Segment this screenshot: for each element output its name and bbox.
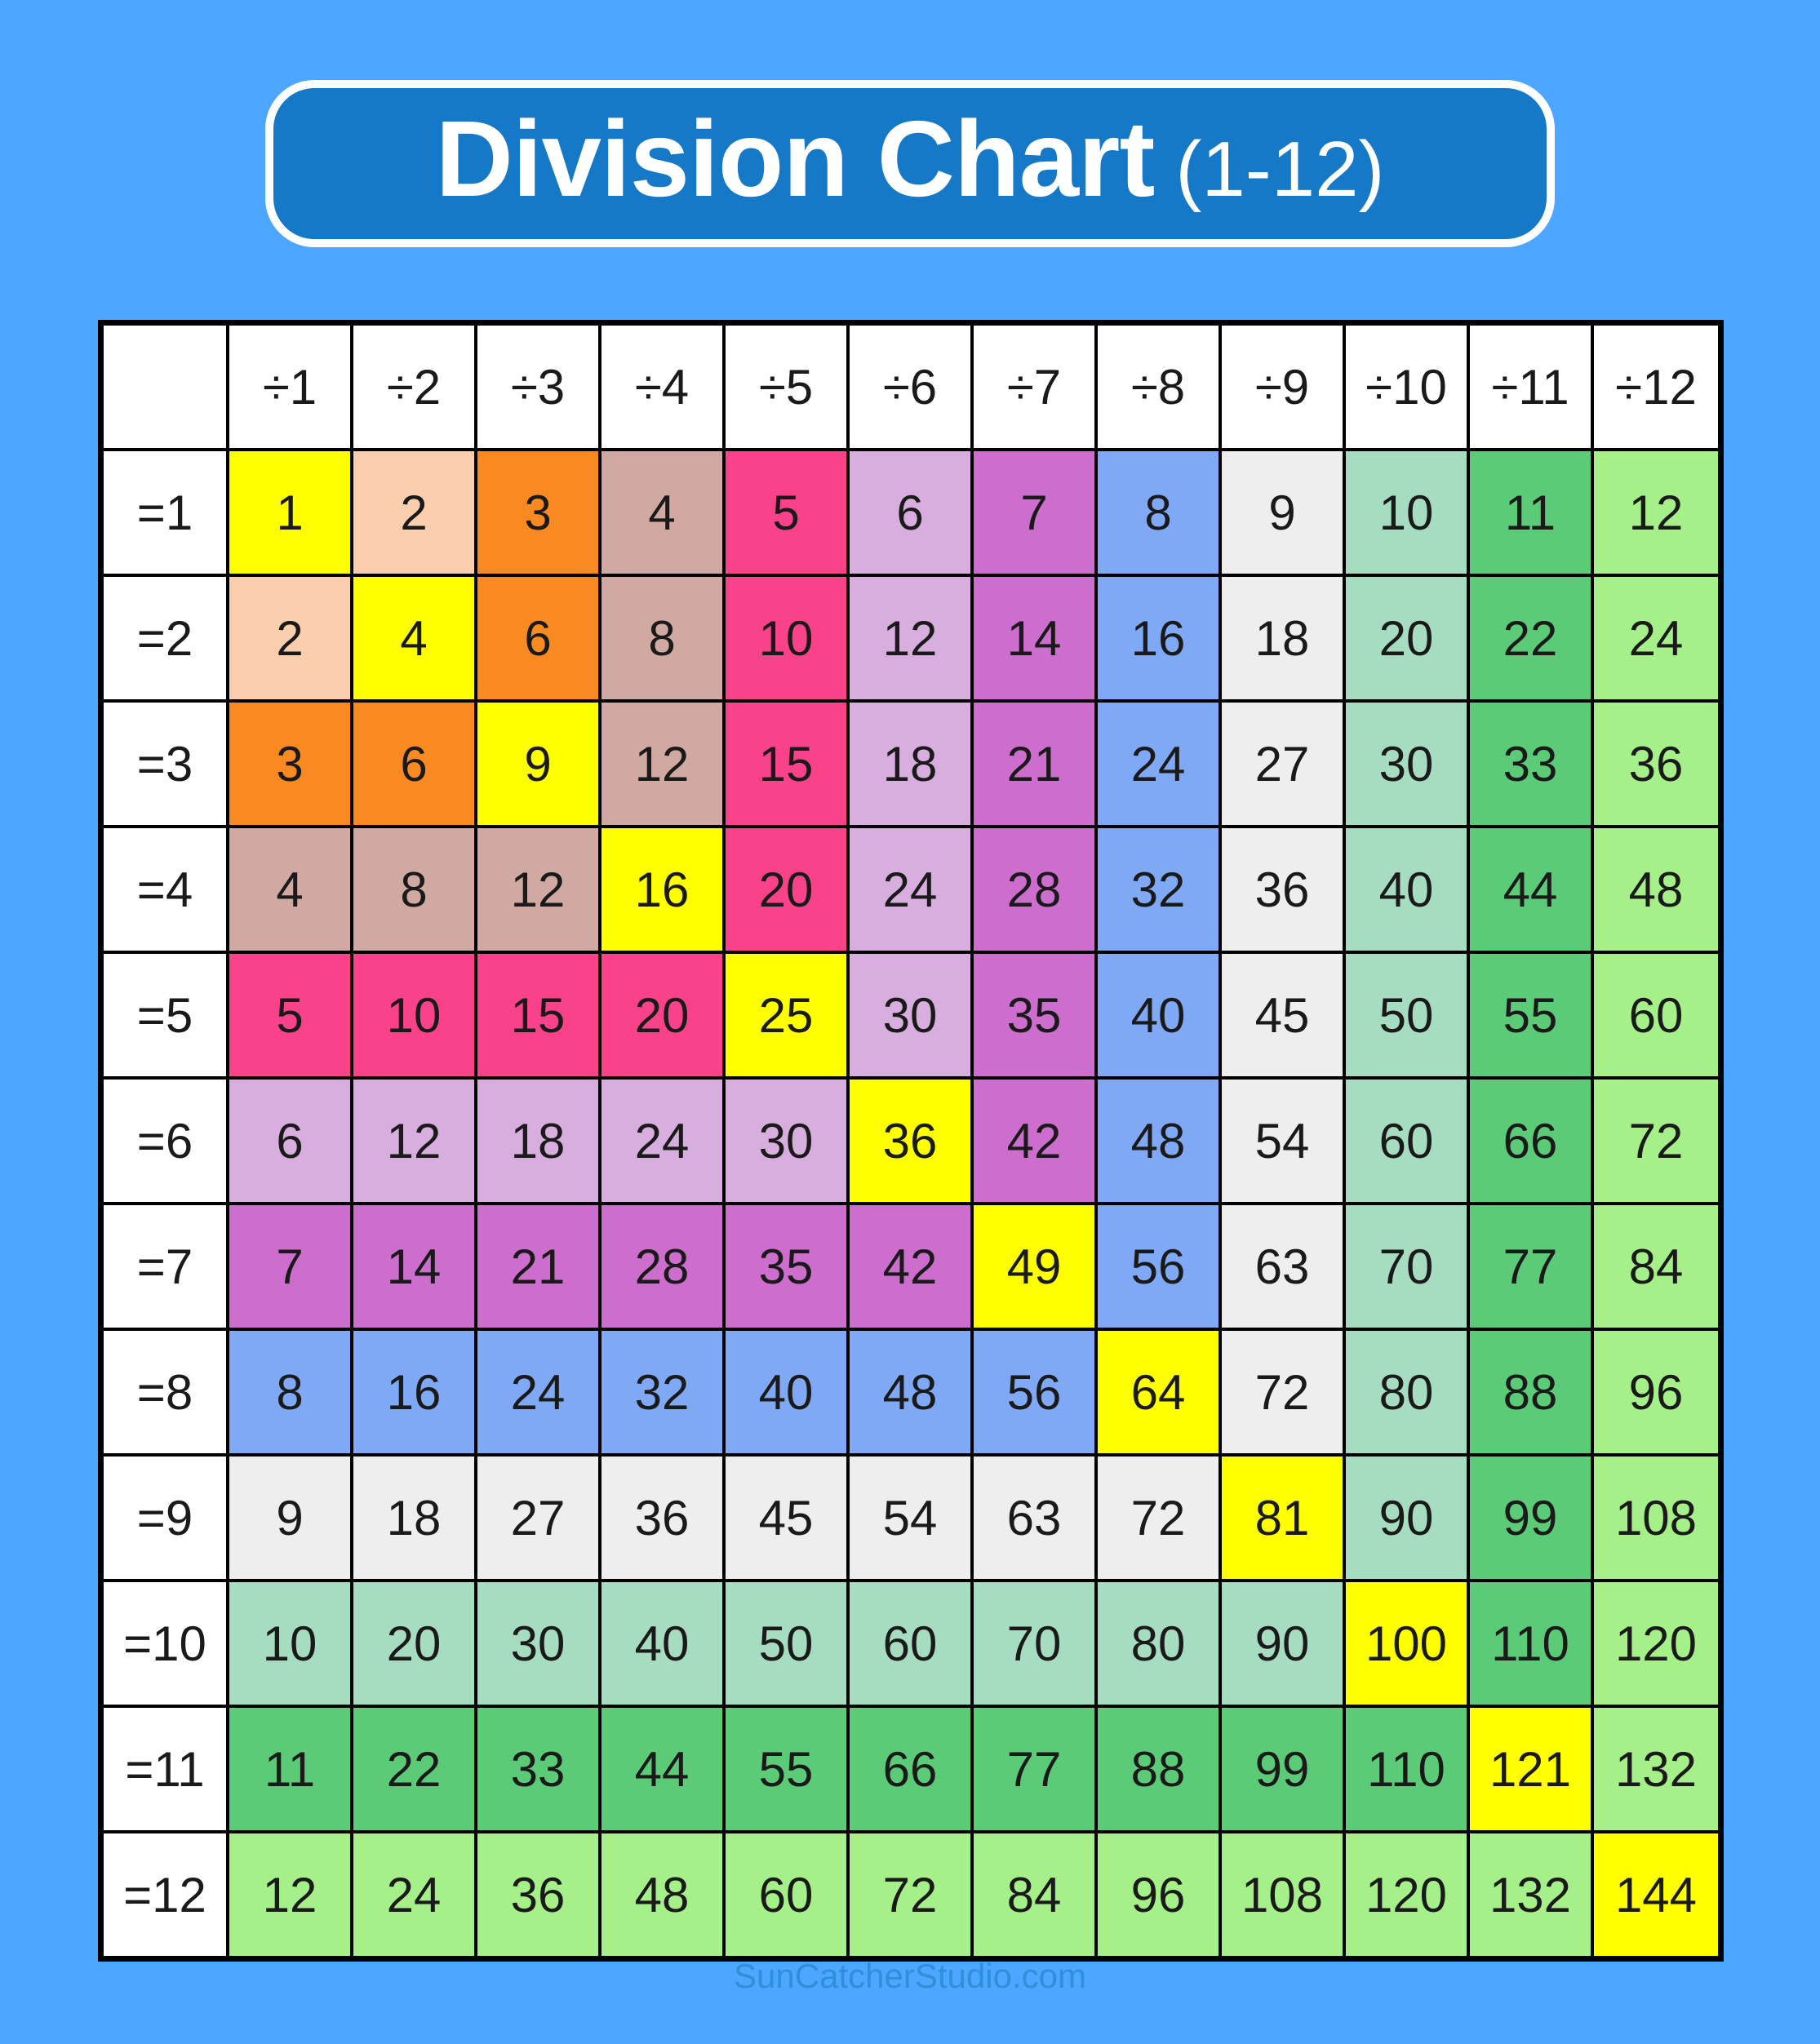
cell-r4-c6: 24 bbox=[850, 828, 974, 954]
header-row bbox=[104, 326, 1718, 451]
cell-r1-c5: 5 bbox=[726, 451, 850, 577]
cell-r9-c2: 18 bbox=[353, 1457, 477, 1582]
cell-r10-c8: 80 bbox=[1098, 1582, 1222, 1708]
cell-r6-c7: 42 bbox=[974, 1080, 1098, 1205]
cell-r11-c4: 44 bbox=[601, 1708, 726, 1833]
cell-r2-c9: 18 bbox=[1222, 577, 1346, 703]
cell-r1-c10: 10 bbox=[1346, 451, 1470, 577]
cell-r9-c9: 81 bbox=[1222, 1457, 1346, 1582]
row-header-eq-7: =7 bbox=[104, 1205, 229, 1331]
cell-r4-c11: 44 bbox=[1470, 828, 1594, 954]
table-row bbox=[104, 703, 1718, 828]
cell-r12-c12: 144 bbox=[1594, 1833, 1718, 1956]
table-row bbox=[104, 1833, 1718, 1956]
cell-r3-c10: 30 bbox=[1346, 703, 1470, 828]
cell-r2-c6: 12 bbox=[850, 577, 974, 703]
cell-r9-c11: 99 bbox=[1470, 1457, 1594, 1582]
table-row bbox=[104, 1080, 1718, 1205]
cell-r10-c7: 70 bbox=[974, 1582, 1098, 1708]
cell-r12-c10: 120 bbox=[1346, 1833, 1470, 1956]
column-header-div-11: ÷11 bbox=[1470, 326, 1594, 451]
cell-r1-c3: 3 bbox=[477, 451, 601, 577]
cell-r12-c6: 72 bbox=[850, 1833, 974, 1956]
cell-r11-c3: 33 bbox=[477, 1708, 601, 1833]
cell-r5-c7: 35 bbox=[974, 954, 1098, 1080]
cell-r3-c1: 3 bbox=[229, 703, 353, 828]
cell-r10-c11: 110 bbox=[1470, 1582, 1594, 1708]
cell-r6-c6: 36 bbox=[850, 1080, 974, 1205]
cell-r9-c4: 36 bbox=[601, 1457, 726, 1582]
cell-r6-c9: 54 bbox=[1222, 1080, 1346, 1205]
cell-r1-c6: 6 bbox=[850, 451, 974, 577]
cell-r5-c3: 15 bbox=[477, 954, 601, 1080]
row-header-eq-2: =2 bbox=[104, 577, 229, 703]
column-header-div-10: ÷10 bbox=[1346, 326, 1470, 451]
cell-r6-c11: 66 bbox=[1470, 1080, 1594, 1205]
division-table-container bbox=[98, 320, 1724, 1962]
cell-r7-c8: 56 bbox=[1098, 1205, 1222, 1331]
cell-r12-c7: 84 bbox=[974, 1833, 1098, 1956]
cell-r11-c5: 55 bbox=[726, 1708, 850, 1833]
cell-r12-c3: 36 bbox=[477, 1833, 601, 1956]
cell-r3-c8: 24 bbox=[1098, 703, 1222, 828]
cell-r2-c11: 22 bbox=[1470, 577, 1594, 703]
cell-r5-c8: 40 bbox=[1098, 954, 1222, 1080]
cell-r10-c2: 20 bbox=[353, 1582, 477, 1708]
cell-r8-c2: 16 bbox=[353, 1331, 477, 1457]
cell-r11-c11: 121 bbox=[1470, 1708, 1594, 1833]
row-header-eq-8: =8 bbox=[104, 1331, 229, 1457]
cell-r9-c6: 54 bbox=[850, 1457, 974, 1582]
footer-credit: SunCatcherStudio.com bbox=[734, 1957, 1086, 1995]
cell-r7-c2: 14 bbox=[353, 1205, 477, 1331]
table-head bbox=[104, 326, 1718, 451]
cell-r4-c8: 32 bbox=[1098, 828, 1222, 954]
row-header-eq-3: =3 bbox=[104, 703, 229, 828]
cell-r2-c5: 10 bbox=[726, 577, 850, 703]
cell-r7-c7: 49 bbox=[974, 1205, 1098, 1331]
cell-r4-c1: 4 bbox=[229, 828, 353, 954]
cell-r10-c3: 30 bbox=[477, 1582, 601, 1708]
cell-r12-c2: 24 bbox=[353, 1833, 477, 1956]
cell-r12-c5: 60 bbox=[726, 1833, 850, 1956]
table-body bbox=[104, 451, 1718, 1956]
cell-r9-c7: 63 bbox=[974, 1457, 1098, 1582]
cell-r3-c9: 27 bbox=[1222, 703, 1346, 828]
cell-r2-c7: 14 bbox=[974, 577, 1098, 703]
cell-r7-c5: 35 bbox=[726, 1205, 850, 1331]
cell-r8-c9: 72 bbox=[1222, 1331, 1346, 1457]
cell-r5-c4: 20 bbox=[601, 954, 726, 1080]
cell-r1-c11: 11 bbox=[1470, 451, 1594, 577]
column-header-div-6: ÷6 bbox=[850, 326, 974, 451]
cell-r3-c7: 21 bbox=[974, 703, 1098, 828]
cell-r5-c1: 5 bbox=[229, 954, 353, 1080]
column-header-div-4: ÷4 bbox=[601, 326, 726, 451]
cell-r10-c4: 40 bbox=[601, 1582, 726, 1708]
cell-r10-c1: 10 bbox=[229, 1582, 353, 1708]
cell-r5-c11: 55 bbox=[1470, 954, 1594, 1080]
table-row bbox=[104, 577, 1718, 703]
column-header-div-5: ÷5 bbox=[726, 326, 850, 451]
cell-r7-c12: 84 bbox=[1594, 1205, 1718, 1331]
cell-r3-c11: 33 bbox=[1470, 703, 1594, 828]
cell-r11-c1: 11 bbox=[229, 1708, 353, 1833]
cell-r7-c4: 28 bbox=[601, 1205, 726, 1331]
column-header-div-12: ÷12 bbox=[1594, 326, 1718, 451]
table-row bbox=[104, 1457, 1718, 1582]
cell-r7-c9: 63 bbox=[1222, 1205, 1346, 1331]
division-table bbox=[98, 320, 1724, 1962]
cell-r2-c12: 24 bbox=[1594, 577, 1718, 703]
cell-r5-c5: 25 bbox=[726, 954, 850, 1080]
cell-r11-c2: 22 bbox=[353, 1708, 477, 1833]
row-header-eq-10: =10 bbox=[104, 1582, 229, 1708]
cell-r2-c2: 4 bbox=[353, 577, 477, 703]
cell-r1-c4: 4 bbox=[601, 451, 726, 577]
cell-r3-c2: 6 bbox=[353, 703, 477, 828]
row-header-eq-11: =11 bbox=[104, 1708, 229, 1833]
table-row bbox=[104, 1205, 1718, 1331]
cell-r4-c5: 20 bbox=[726, 828, 850, 954]
cell-r4-c3: 12 bbox=[477, 828, 601, 954]
cell-r4-c4: 16 bbox=[601, 828, 726, 954]
cell-r6-c1: 6 bbox=[229, 1080, 353, 1205]
cell-r7-c3: 21 bbox=[477, 1205, 601, 1331]
cell-r12-c11: 132 bbox=[1470, 1833, 1594, 1956]
cell-r8-c3: 24 bbox=[477, 1331, 601, 1457]
cell-r8-c7: 56 bbox=[974, 1331, 1098, 1457]
cell-r6-c3: 18 bbox=[477, 1080, 601, 1205]
cell-r5-c6: 30 bbox=[850, 954, 974, 1080]
cell-r1-c8: 8 bbox=[1098, 451, 1222, 577]
cell-r7-c11: 77 bbox=[1470, 1205, 1594, 1331]
cell-r2-c8: 16 bbox=[1098, 577, 1222, 703]
cell-r8-c5: 40 bbox=[726, 1331, 850, 1457]
cell-r9-c1: 9 bbox=[229, 1457, 353, 1582]
column-header-div-7: ÷7 bbox=[974, 326, 1098, 451]
column-header-div-1: ÷1 bbox=[229, 326, 353, 451]
cell-r12-c9: 108 bbox=[1222, 1833, 1346, 1956]
cell-r11-c9: 99 bbox=[1222, 1708, 1346, 1833]
title-banner bbox=[0, 80, 1820, 247]
cell-r10-c10: 100 bbox=[1346, 1582, 1470, 1708]
cell-r1-c1: 1 bbox=[229, 451, 353, 577]
cell-r3-c5: 15 bbox=[726, 703, 850, 828]
row-header-eq-12: =12 bbox=[104, 1833, 229, 1956]
cell-r3-c12: 36 bbox=[1594, 703, 1718, 828]
cell-r10-c12: 120 bbox=[1594, 1582, 1718, 1708]
row-header-eq-5: =5 bbox=[104, 954, 229, 1080]
cell-r1-c2: 2 bbox=[353, 451, 477, 577]
cell-r10-c9: 90 bbox=[1222, 1582, 1346, 1708]
cell-r4-c7: 28 bbox=[974, 828, 1098, 954]
cell-r10-c5: 50 bbox=[726, 1582, 850, 1708]
cell-r9-c12: 108 bbox=[1594, 1457, 1718, 1582]
cell-r9-c5: 45 bbox=[726, 1457, 850, 1582]
column-header-div-9: ÷9 bbox=[1222, 326, 1346, 451]
cell-r4-c2: 8 bbox=[353, 828, 477, 954]
cell-r9-c3: 27 bbox=[477, 1457, 601, 1582]
cell-r11-c10: 110 bbox=[1346, 1708, 1470, 1833]
cell-r6-c10: 60 bbox=[1346, 1080, 1470, 1205]
cell-r8-c8: 64 bbox=[1098, 1331, 1222, 1457]
cell-r5-c10: 50 bbox=[1346, 954, 1470, 1080]
cell-r8-c12: 96 bbox=[1594, 1331, 1718, 1457]
cell-r11-c12: 132 bbox=[1594, 1708, 1718, 1833]
cell-r9-c10: 90 bbox=[1346, 1457, 1470, 1582]
cell-r2-c3: 6 bbox=[477, 577, 601, 703]
cell-r3-c4: 12 bbox=[601, 703, 726, 828]
title-pill bbox=[265, 80, 1555, 247]
cell-r11-c8: 88 bbox=[1098, 1708, 1222, 1833]
table-row bbox=[104, 451, 1718, 577]
cell-r4-c12: 48 bbox=[1594, 828, 1718, 954]
cell-r6-c8: 48 bbox=[1098, 1080, 1222, 1205]
row-header-eq-6: =6 bbox=[104, 1080, 229, 1205]
table-corner-cell bbox=[104, 326, 229, 451]
cell-r4-c10: 40 bbox=[1346, 828, 1470, 954]
column-header-div-2: ÷2 bbox=[353, 326, 477, 451]
cell-r6-c4: 24 bbox=[601, 1080, 726, 1205]
cell-r2-c4: 8 bbox=[601, 577, 726, 703]
table-row bbox=[104, 1708, 1718, 1833]
cell-r4-c9: 36 bbox=[1222, 828, 1346, 954]
cell-r6-c12: 72 bbox=[1594, 1080, 1718, 1205]
cell-r3-c3: 9 bbox=[477, 703, 601, 828]
cell-r10-c6: 60 bbox=[850, 1582, 974, 1708]
cell-r8-c11: 88 bbox=[1470, 1331, 1594, 1457]
cell-r11-c7: 77 bbox=[974, 1708, 1098, 1833]
cell-r5-c2: 10 bbox=[353, 954, 477, 1080]
row-header-eq-4: =4 bbox=[104, 828, 229, 954]
cell-r1-c7: 7 bbox=[974, 451, 1098, 577]
cell-r8-c1: 8 bbox=[229, 1331, 353, 1457]
cell-r7-c10: 70 bbox=[1346, 1205, 1470, 1331]
cell-r1-c9: 9 bbox=[1222, 451, 1346, 577]
cell-r2-c10: 20 bbox=[1346, 577, 1470, 703]
cell-r7-c1: 7 bbox=[229, 1205, 353, 1331]
cell-r12-c1: 12 bbox=[229, 1833, 353, 1956]
table-row bbox=[104, 1331, 1718, 1457]
cell-r8-c10: 80 bbox=[1346, 1331, 1470, 1457]
cell-r1-c12: 12 bbox=[1594, 451, 1718, 577]
cell-r7-c6: 42 bbox=[850, 1205, 974, 1331]
page-title: Division Chart bbox=[435, 99, 1155, 219]
page-title-range: (1-12) bbox=[1175, 126, 1385, 213]
cell-r8-c6: 48 bbox=[850, 1331, 974, 1457]
table-row bbox=[104, 828, 1718, 954]
cell-r8-c4: 32 bbox=[601, 1331, 726, 1457]
row-header-eq-1: =1 bbox=[104, 451, 229, 577]
cell-r2-c1: 2 bbox=[229, 577, 353, 703]
cell-r6-c5: 30 bbox=[726, 1080, 850, 1205]
cell-r5-c9: 45 bbox=[1222, 954, 1346, 1080]
column-header-div-8: ÷8 bbox=[1098, 326, 1222, 451]
table-row bbox=[104, 1582, 1718, 1708]
cell-r11-c6: 66 bbox=[850, 1708, 974, 1833]
cell-r6-c2: 12 bbox=[353, 1080, 477, 1205]
table-row bbox=[104, 954, 1718, 1080]
cell-r3-c6: 18 bbox=[850, 703, 974, 828]
column-header-div-3: ÷3 bbox=[477, 326, 601, 451]
cell-r5-c12: 60 bbox=[1594, 954, 1718, 1080]
row-header-eq-9: =9 bbox=[104, 1457, 229, 1582]
cell-r9-c8: 72 bbox=[1098, 1457, 1222, 1582]
cell-r12-c4: 48 bbox=[601, 1833, 726, 1956]
cell-r12-c8: 96 bbox=[1098, 1833, 1222, 1956]
